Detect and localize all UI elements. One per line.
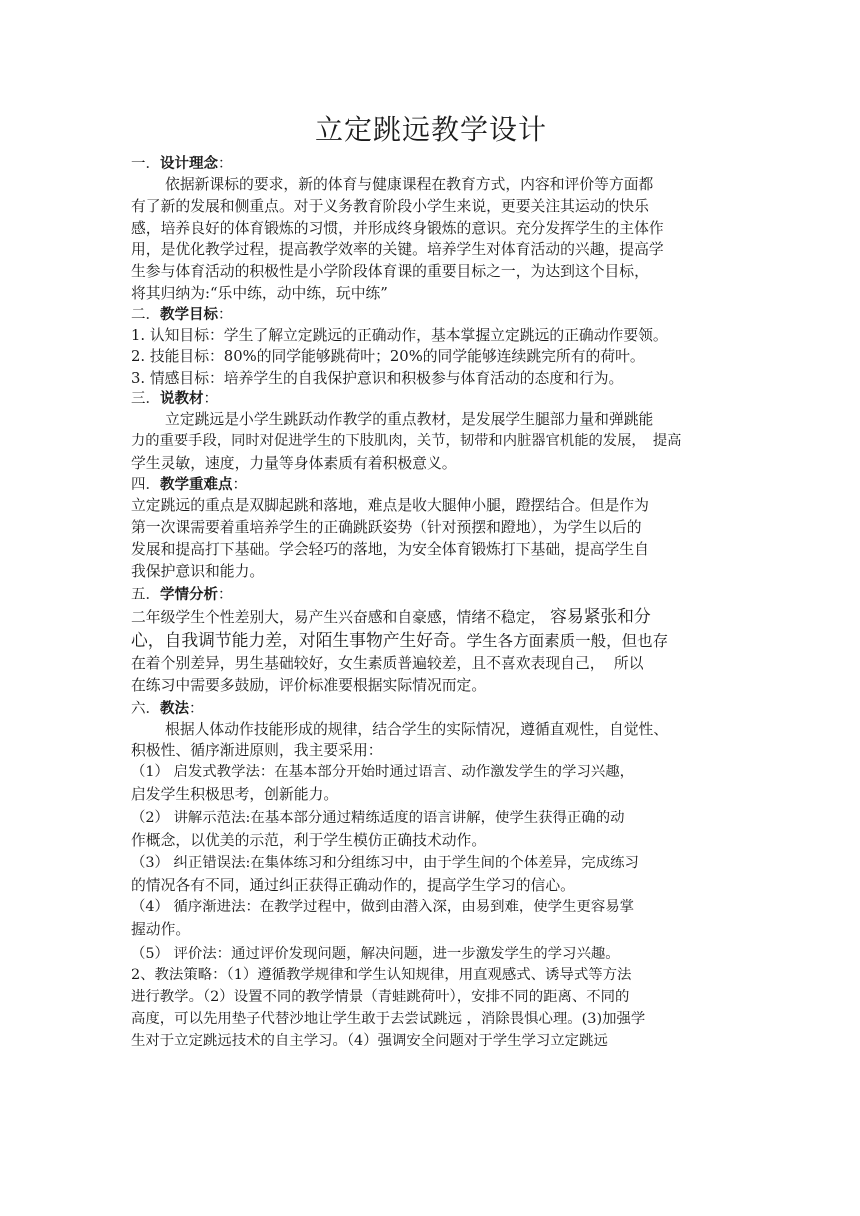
text-line: 根据人体动作技能形成的规律，结合学生的实际情况，遵循直观性，自觉性、 bbox=[165, 720, 669, 738]
method-item: （5） 评价法：通过评价发现问题，解决问题，进一步激发学生的学习兴趣。 bbox=[131, 945, 620, 962]
text-line bbox=[131, 629, 731, 653]
text-line: 用，是优化教学过程，提高教学效率的关键。培养学生对体育活动的兴趣，提高学 bbox=[131, 241, 664, 259]
text-run: 学生各方面素质一般，但也存 bbox=[466, 631, 669, 650]
heading-text: 教学重难点 bbox=[160, 476, 233, 493]
heading-text: 学情分析 bbox=[160, 586, 218, 603]
heading-suffix: ： bbox=[218, 306, 233, 323]
heading-suffix: ： bbox=[189, 700, 204, 717]
heading-number: 三． bbox=[131, 391, 160, 408]
section-heading-6 bbox=[131, 699, 731, 719]
method-item: （2） 讲解示范法:在基本部分通过精练适度的语言讲解，使学生获得正确的动 bbox=[131, 809, 625, 826]
section-body-6 bbox=[131, 719, 731, 1053]
text-line: 力的重要手段，同时对促进学生的下肢肌肉，关节，韧带和内脏器官机能的发展， 提高 bbox=[131, 433, 682, 450]
section-heading-2 bbox=[131, 305, 731, 325]
text-line: 学生灵敏，速度，力量等身体素质有着积极意义。 bbox=[131, 454, 457, 472]
text-line: 立定跳远的重点是双脚起跳和落地，难点是收大腿伸小腿，蹬摆结合。但是作为 bbox=[131, 496, 649, 514]
section-body-4 bbox=[131, 495, 731, 583]
text-line: 在着个别差异，男生基础较好，女生素质普遍较差，且不喜欢表现自己， 所以 bbox=[131, 654, 644, 672]
section-heading-1 bbox=[131, 154, 731, 174]
text-line: 握动作。 bbox=[131, 920, 191, 938]
text-line: 生参与体育活动的积极性是小学阶段体育课的重要目标之一，为达到这个目标， bbox=[131, 263, 649, 281]
text-line: 我保护意识和能力。 bbox=[131, 562, 265, 580]
section-body-3 bbox=[131, 409, 731, 474]
heading-number: 五． bbox=[131, 586, 160, 603]
text-line: 生对于立定跳远技术的自主学习。（4）强调安全问题对于学生学习立定跳远 bbox=[131, 1032, 608, 1049]
section-body-2 bbox=[131, 325, 731, 390]
section-heading-3 bbox=[131, 389, 731, 409]
section-body-5 bbox=[131, 605, 731, 697]
heading-suffix: ： bbox=[218, 156, 233, 172]
heading-suffix: ： bbox=[203, 391, 218, 408]
method-item: （1） 启发式教学法：在基本部分开始时通过语言、动作激发学生的学习兴趣， bbox=[131, 764, 635, 781]
text-line: 立定跳远是小学生跳跃动作教学的重点教材，是发展学生腿部力量和弹跳能 bbox=[165, 411, 654, 429]
heading-text: 教学目标 bbox=[160, 306, 218, 323]
section-heading-5 bbox=[131, 585, 731, 605]
document-title: 立定跳远教学设计 bbox=[314, 113, 547, 146]
text-run-large: 心，自我调节能力差，对陌生事物产生好奇。 bbox=[131, 629, 467, 650]
text-line: 第一次课需要着重培养学生的正确跳跃姿势（针对预摆和蹬地），为学生以后的 bbox=[131, 518, 642, 536]
list-item: 1. 认知目标：学生了解立定跳远的正确动作，基本掌握立定跳远的正确动作要领。 bbox=[131, 326, 668, 344]
text-line: 依据新课标的要求，新的体育与健康课程在教育方式，内容和评价等方面都 bbox=[165, 176, 654, 193]
text-line: 高度，可以先用垫子代替沙地让学生敢于去尝试跳远 ，消除畏惧心理。(3)加强学 bbox=[131, 1011, 646, 1028]
text-line: 作概念，以优美的示范，利于学生模仿正确技术动作。 bbox=[131, 831, 487, 849]
text-line: 在练习中需要多鼓励，评价标准要根据实际情况而定。 bbox=[131, 676, 487, 694]
heading-suffix: ： bbox=[218, 586, 233, 603]
strategy-line: 2、教法策略：（1）遵循教学规律和学生认知规律，用直观感式、诱导式等方法 bbox=[131, 967, 632, 984]
heading-number: 二． bbox=[131, 306, 160, 323]
method-item: （3） 纠正错误法:在集体练习和分组练习中，由于学生间的个体差异，完成练习 bbox=[131, 855, 639, 872]
section-heading-4 bbox=[131, 475, 731, 495]
heading-text: 设计理念 bbox=[160, 156, 218, 172]
text-line: 进行教学。（2）设置不同的教学情景（青蛙跳荷叶），安排不同的距离、不同的 bbox=[131, 989, 630, 1006]
heading-number: 四． bbox=[131, 476, 160, 493]
text-run: 二年级学生个性差别大，易产生兴奋感和自豪感，情绪不稳定， bbox=[131, 608, 546, 626]
heading-number: 六． bbox=[131, 700, 160, 717]
document-page bbox=[131, 108, 731, 1053]
heading-number: 一． bbox=[131, 156, 160, 172]
list-item: 3. 情感目标：培养学生的自我保护意识和积极参与体育活动的态度和行为。 bbox=[131, 369, 624, 387]
heading-text: 说教材 bbox=[160, 391, 204, 408]
text-run-large: 容易紧张和分 bbox=[550, 605, 651, 626]
list-item: 2. 技能目标：80%的同学能够跳荷叶；20%的同学能够连续跳完所有的荷叶。 bbox=[131, 348, 645, 366]
text-line: 启发学生积极思考，创新能力。 bbox=[131, 786, 339, 804]
heading-text: 教法 bbox=[160, 700, 189, 717]
heading-suffix: ： bbox=[232, 476, 247, 493]
text-line: 的情况各有不同，通过纠正获得正确动作的，提高学生学习的信心。 bbox=[131, 877, 575, 895]
text-line bbox=[131, 605, 731, 629]
method-item: （4） 循序渐进法：在教学过程中，做到由潜入深，由易到难，使学生更容易掌 bbox=[131, 899, 635, 916]
text-line: 积极性、循序渐进原则，我主要采用： bbox=[131, 742, 383, 760]
text-line: 发展和提高打下基础。学会轻巧的落地，为安全体育锻炼打下基础，提高学生自 bbox=[131, 540, 649, 558]
section-body-1 bbox=[131, 174, 731, 305]
text-line: 将其归纳为:“乐中练，动中练，玩中练” bbox=[131, 284, 388, 302]
text-line: 感，培养良好的体育锻炼的习惯，并形成终身锻炼的意识。充分发挥学生的主体作 bbox=[131, 219, 664, 237]
text-line: 有了新的发展和侧重点。对于义务教育阶段小学生来说，更要关注其运动的快乐 bbox=[131, 197, 649, 215]
